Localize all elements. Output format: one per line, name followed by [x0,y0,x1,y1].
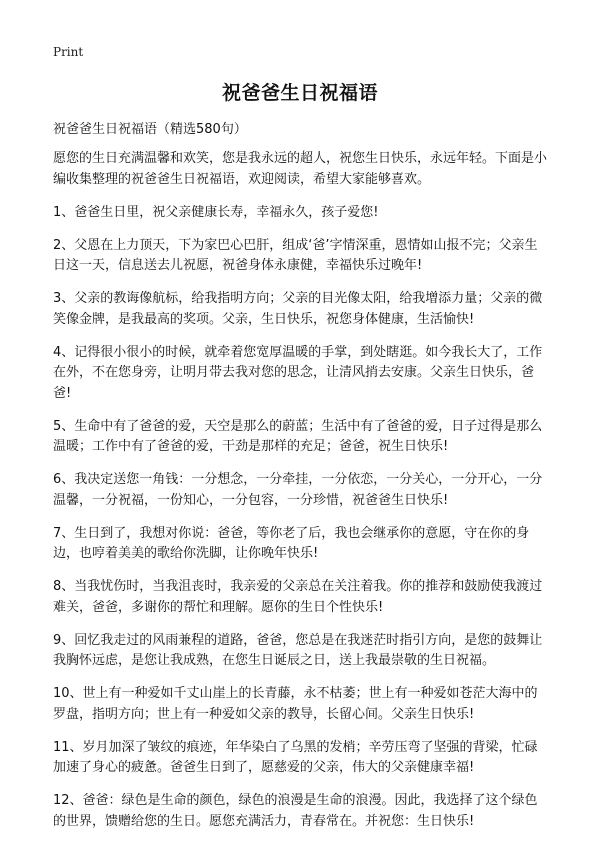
page-subtitle: 祝爸爸生日祝福语（精选580句） [53,122,247,137]
wish-item-4: 4、记得很小很小的时候，就牵着您宽厚温暖的手掌，到处瞎逛。如今我长大了，工作在外，不在您身旁，让明月带去我对您的思念，让清风捎去安康。父亲生日快乐，爸爸! [53,344,543,401]
wish-item-11: 11、岁月加深了皱纹的痕迹，年华染白了乌黑的发梢；辛劳压弯了坚强的背梁，忙碌加速了身心的疲惫。爸爸生日到了，愿慈爱的父亲，伟大的父亲健康幸福! [53,739,538,775]
wish-item-10: 10、世上有一种爱如千丈山崖上的长青藤，永不枯萎；世上有一种爱如苍茫大海中的罗盘，指明方向；世上有一种爱如父亲的教导，长留心间。父亲生日快乐! [53,686,538,722]
wish-item-2: 2、父恩在上力顶天，下为家巴心巴肝，组成‘爸’字情深重，恩情如山报不完；父亲生日这一天，信息送去儿祝愿，祝爸身体永康健，幸福快乐过晚年! [53,237,538,273]
intro-paragraph: 愿您的生日充满温馨和欢笑，您是我永远的超人，祝您生日快乐，永远年轻。下面是小编收集整理的祝爸爸生日祝福语，欢迎阅读，希望大家能够喜欢。 [53,151,548,187]
wish-item-5: 5、生命中有了爸爸的爱，天空是那么的蔚蓝；生活中有了爸爸的爱，日子过得是那么温暖；工作中有了爸爸的爱，干劲是那样的充足；爸爸，祝生日快乐! [53,418,543,454]
wish-item-9: 9、回忆我走过的风雨兼程的道路，爸爸，您总是在我迷茫时指引方向，是您的鼓舞让我胸怀远虑，是您让我成熟，在您生日诞辰之日，送上我最崇敬的生日祝福。 [53,632,543,668]
wish-item-1: 1、爸爸生日里，祝父亲健康长寿，幸福永久，孩子爱您! [53,204,379,220]
wish-item-12: 12、爸爸：绿色是生命的颜色，绿色的浪漫是生命的浪漫。因此，我选择了这个绿色的世界，馈赠给您的生日。愿您充满活力，青春常在。并祝您：生日快乐! [53,793,538,829]
wish-item-7: 7、生日到了，我想对你说：爸爸，等你老了后，我也会继承你的意愿，守在你的身边，也哼着美美的歌给你洗脚，让你晚年快乐! [53,525,530,561]
page-title: 祝爸爸生日祝福语 [221,82,378,104]
wish-item-8: 8、当我忧伤时，当我沮丧时，我亲爱的父亲总在关注着我。你的推荐和鼓励使我渡过难关，爸爸，多谢你的帮忙和理解。愿你的生日个性快乐! [53,579,543,615]
print-link[interactable]: Print [53,45,84,59]
article-body [53,149,548,845]
wish-item-3: 3、父亲的教诲像航标，给我指明方向；父亲的目光像太阳，给我增添力量；父亲的微笑像金牌，是我最高的奖项。父亲，生日快乐，祝您身体健康，生活愉快! [53,291,543,327]
wish-item-6: 6、我决定送您一角钱：一分想念，一分牵挂，一分依恋，一分关心，一分开心，一分温馨，一分祝福，一份知心，一分包容，一分珍惜，祝爸爸生日快乐! [53,472,543,508]
